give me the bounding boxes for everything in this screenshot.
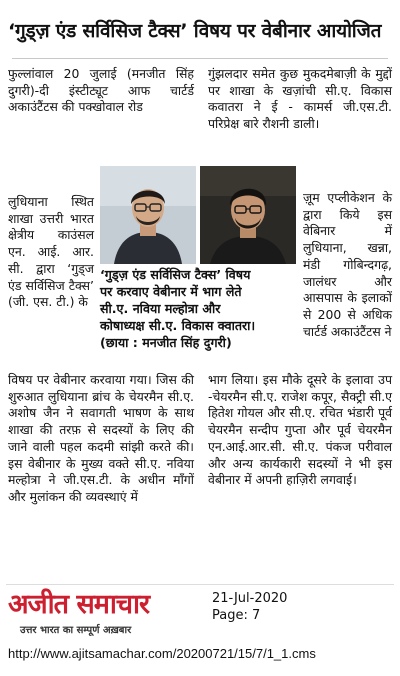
article-paragraph: ज़ूम एप्लीकेशन के द्वारा किये इस वेबिनार में लुधियाना, खन्ना, मंडी गोबिन्दगढ़, जालंधर और आसपास के इलाकों से 200 से अधिक चार्टर्ड अकाउंटैंटस ने [303,190,392,339]
edition-info [212,590,287,624]
newspaper-tagline: उत्तर भारत का सम्पूर्ण अख़बार [20,625,132,636]
article-column-right-narrow [303,190,392,340]
photo-navya-malhotra [100,166,196,264]
edition-date: 21-Jul-2020 [212,591,288,606]
newspaper-name: अजीत समाचार [8,589,150,620]
article-column-left-narrow [8,194,94,311]
person-photo-illustration [100,166,196,264]
article-column-left-bottom [8,372,194,506]
person-photo-illustration [200,166,296,264]
edition-page: Page: 7 [212,608,261,623]
article-paragraph: फुल्लांवाल 20 जुलाई (मनजीत सिंह दुगरी)-दी इंस्टीट्यूट आफ चार्टर्ड अकाउंटैंटस की पक्खोवाल रोड [8,66,194,115]
masthead-logo [8,586,208,636]
headline-divider [12,58,388,59]
article-column-left-top [8,66,194,116]
article-paragraph: विषय पर वेबीनार करवाया गया। जिस की शुरुआत लुधियाना ब्रांच के चेयरमैन सी.ए. अशोष जैन ने सवागती भाषण के साथ शाखा की तरफ़ से सदस्यों के लिए की जाने वाली पहल कदमी सांझी करते की। इस वेबीनार के मुख्य वक्ते सी.ए. नविया मल्होत्रा ने जी.एस.टी. के अधीन माँगों और मुलांकन की व्यवस्थाएं में [8,372,194,504]
photo-vikas-kwatra [200,166,296,264]
article-paragraph: गुंझलदार समेत कुछ मुकदमेबाज़ी के मुद्दों पर शाखा के खज़ांची सी.ए. विकास कवातरा ने ई - कामर्स जी.एस.टी. परिप्रेक्ष बारे रौशनी डाली। [208,66,392,132]
source-url[interactable]: http://www.ajitsamachar.com/20200721/15/7/1_1.cms [8,646,316,661]
caption-line: कोषाध्यक्ष सी.ए. विकास क्वातरा। [100,318,256,333]
caption-line: सी.ए. नविया मल्होत्रा और [100,301,221,316]
article-column-right-bottom [208,372,392,489]
photo-caption [100,266,298,362]
caption-credit: (छाया : मनजीत सिंह दुगरी) [100,335,232,350]
article-paragraph: लुधियाना स्थित शाखा उत्तरी भारत क्षेत्रीय काउंसल एन. आई. आर. सी. द्वारा ‘गुड्ज एंड सर्विसिज टैक्स’ (जी. एस. टी.) के [8,194,94,310]
article-column-right-top [208,66,392,133]
article-paragraph: भाग लिया। इस मौके दूसरे के इलावा उप -चेयरमैन सी.ए. राजेश कपूर, सैक्ट्री सी.ए हितेश गोयल और सी.ए. रचित भंडारी पूर्व चेयरमैन सन्दीप गुप्ता और पूर्व चेयरमैन एन.आई.आर.सी. सी.ए. पंकज परीवाल और अन्य कार्यकारी सदस्यों ने भी इस वेबीनार में अपनी हाज़िरी लगवाई। [208,372,392,488]
caption-line: ‘गुड्ज़ एंड सर्विसिज टैक्स’ विषय [100,267,251,282]
headline: ‘गुड्ज़ एंड सर्विसिज टैक्स’ विषय पर वेबीनार आयोजित [8,20,382,42]
caption-line: पर करवाए वेबीनार में भाग लेते [100,284,242,299]
